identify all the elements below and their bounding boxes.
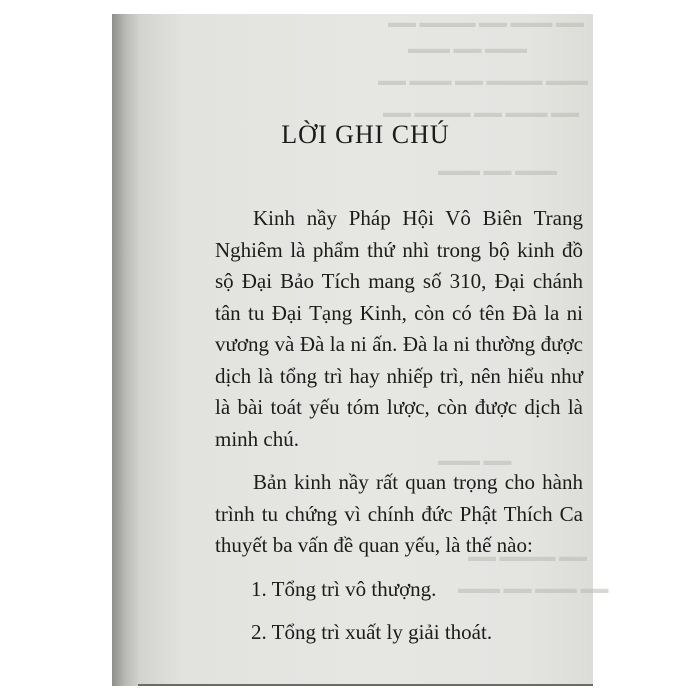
bleed-through-line: ▬▬ ▬▬▬ ▬▬ ▬▬▬▬ ▬▬ [383, 106, 579, 121]
page-bottom-edge [138, 684, 593, 686]
bleed-through-line: ▬▬ ▬▬▬▬ ▬▬ [468, 550, 587, 565]
page-body [215, 203, 583, 661]
bleed-through-line: ▬▬ ▬▬▬ ▬▬ ▬▬▬▬ ▬▬ [388, 16, 584, 31]
page-title: LỜI GHI CHÚ [281, 120, 450, 149]
paragraph-intro: Kinh nầy Pháp Hội Vô Biên Trang Nghiêm là phẩm thứ nhì trong bộ kinh đồ sộ Đại Bảo Tích mang số 310, Đại chánh tân tu Đại Tạng Kinh, còn có tên Đà la ni vương và Đà la ni ấn. Đà la ni thường được dịch là tổng trì hay nhiếp trì, nên hiểu như là bài toát yếu tóm lược, còn được dịch là minh chú. [215, 206, 583, 451]
list-item: 1. Tổng trì vô thượng. [251, 576, 437, 601]
bleed-through-line: ▬▬▬ ▬▬ ▬▬▬ [408, 42, 527, 57]
bleed-through-line: ▬▬▬ ▬▬▬▬ ▬▬ ▬▬▬ ▬▬ [378, 74, 588, 89]
bleed-through-line: ▬▬ ▬▬▬ ▬▬ ▬▬▬ [458, 582, 609, 597]
bleed-through-line: ▬▬▬ ▬▬ ▬▬▬ [438, 164, 557, 179]
bleed-through-line: ▬▬ ▬▬▬ [438, 454, 512, 469]
paragraph-importance: Bản kinh nầy rất quan trọng cho hành trình tu chứng vì chính đức Phật Thích Ca thuyết ba vấn đề quan yếu, là thế nào: [215, 470, 583, 557]
list-item: 2. Tổng trì xuất ly giải thoát. [251, 620, 493, 644]
